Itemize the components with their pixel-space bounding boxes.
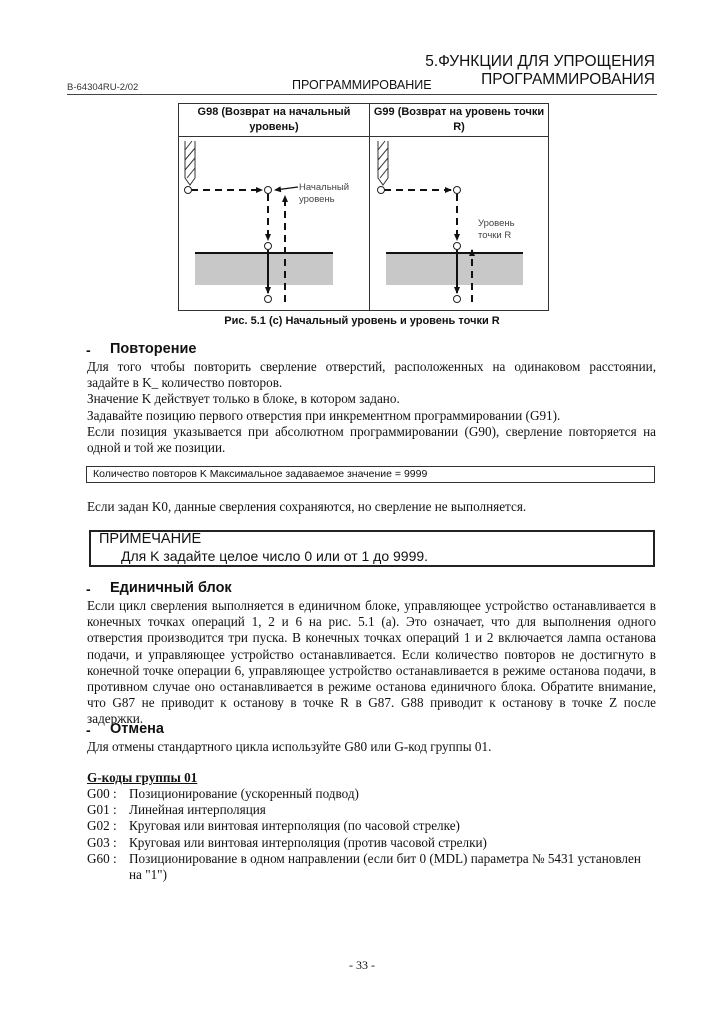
header-rule (67, 94, 657, 95)
gcode: G03 : (87, 834, 117, 850)
page-number: - 33 - (349, 958, 375, 972)
figure-col-g98-title: G98 (Возврат на начальный уровень) (197, 106, 351, 133)
note-title: ПРИМЕЧАНИЕ (99, 531, 202, 547)
list-item (87, 835, 657, 851)
label-r-level: Уровень (478, 218, 515, 229)
section-bullet: - (86, 581, 91, 597)
document-code: B-64304RU-2/02 (67, 82, 139, 93)
figure-caption: Рис. 5.1 (c) Начальный уровень и уровень точки R (224, 315, 500, 327)
chapter-title-line2: ПРОГРАММИРОВАНИЯ (481, 71, 655, 88)
chapter-title-line1: 5.ФУНКЦИИ ДЛЯ УПРОЩЕНИЯ (425, 53, 655, 70)
list-item (87, 786, 657, 802)
gcode: G02 : (87, 818, 117, 834)
repeat-paragraph: Для того чтобы повторить сверление отверстий, расположенных на одинаковом расстоянии, задайте в K_ количество повторов. Значение K действует только в блоке, в котором задано. Задавайте позицию первого отверстия при инкрементном программировании (G91). Если позиция указывается при абсолютном программировании (G90), сверление повторяется на одной и той же позиции. (87, 359, 656, 456)
section-bullet: - (86, 342, 91, 358)
gcodes-list (87, 786, 657, 883)
section-title-repeat: Повторение (110, 341, 197, 357)
note-text: Для K задайте целое число 0 или от 1 до 9999. (121, 548, 429, 564)
gcode: G00 : (87, 786, 117, 801)
single-block-paragraph: Если цикл сверления выполняется в единичном блоке, управляющее устройство останавливается в конечных точках операций 1, 2 и 6 на рис. 5.1 (a). Это означает, что для выполнения одного отверстия производится три пуска. В конечных точках операций 1 и 2 включается лампа останова подачи, и управляющее устройство останавливается. Если количество повторов не достигнуто в конечной точке операции 6, управляющее устройство останавливается в режиме останова подачи, в противном случае оно останавливается в режиме останова единичного блока. Обратите внимание, что G87 не приводит к останову в точке R в G87. G88 приводит к останову в точке Z после задержки. (87, 598, 656, 727)
gcode: G60 : (87, 850, 117, 866)
section-bullet: - (86, 722, 91, 738)
gcodes-group-title: G-коды группы 01 (87, 770, 198, 785)
list-item (87, 851, 657, 883)
g99-panel (378, 141, 524, 303)
cancel-paragraph: Для отмены стандартного цикла используйте G80 или G-код группы 01. (87, 739, 492, 754)
gcode-description: Позиционирование в одном направлении (если бит 0 (MDL) параметра № 5431 установлен на "1") (129, 850, 641, 883)
label-initial-level: Начальный (299, 182, 350, 193)
svg-text:уровень: уровень (299, 194, 335, 205)
g98-panel (185, 141, 350, 303)
repeat-max-value-box: Количество повторов K Максимальное задаваемое значение = 9999 (86, 466, 655, 483)
drill-icon (185, 141, 195, 185)
gcode-description: Круговая или винтовая интерполяция (против часовой стрелки) (129, 834, 487, 850)
gcode-description: Круговая или винтовая интерполяция (по часовой стрелке) (129, 818, 460, 834)
section-name: ПРОГРАММИРОВАНИЕ (292, 78, 432, 92)
list-item (87, 802, 657, 818)
gcode: G01 : (87, 802, 117, 818)
gcode-description: Позиционирование (ускоренный подвод) (129, 786, 359, 801)
gcode-description: Линейная интерполяция (129, 802, 266, 818)
section-title-cancel: Отмена (110, 721, 164, 737)
svg-text:точки R: точки R (478, 230, 512, 241)
drill-icon (378, 141, 388, 185)
section-title-single-block: Единичный блок (110, 580, 232, 596)
drilling-diagram (178, 136, 549, 311)
k0-paragraph: Если задан K0, данные сверления сохраняются, но сверление не выполняется. (87, 499, 527, 514)
figure-col-g99-title: G99 (Возврат на уровень точки R) (373, 106, 545, 133)
list-item (87, 818, 657, 834)
